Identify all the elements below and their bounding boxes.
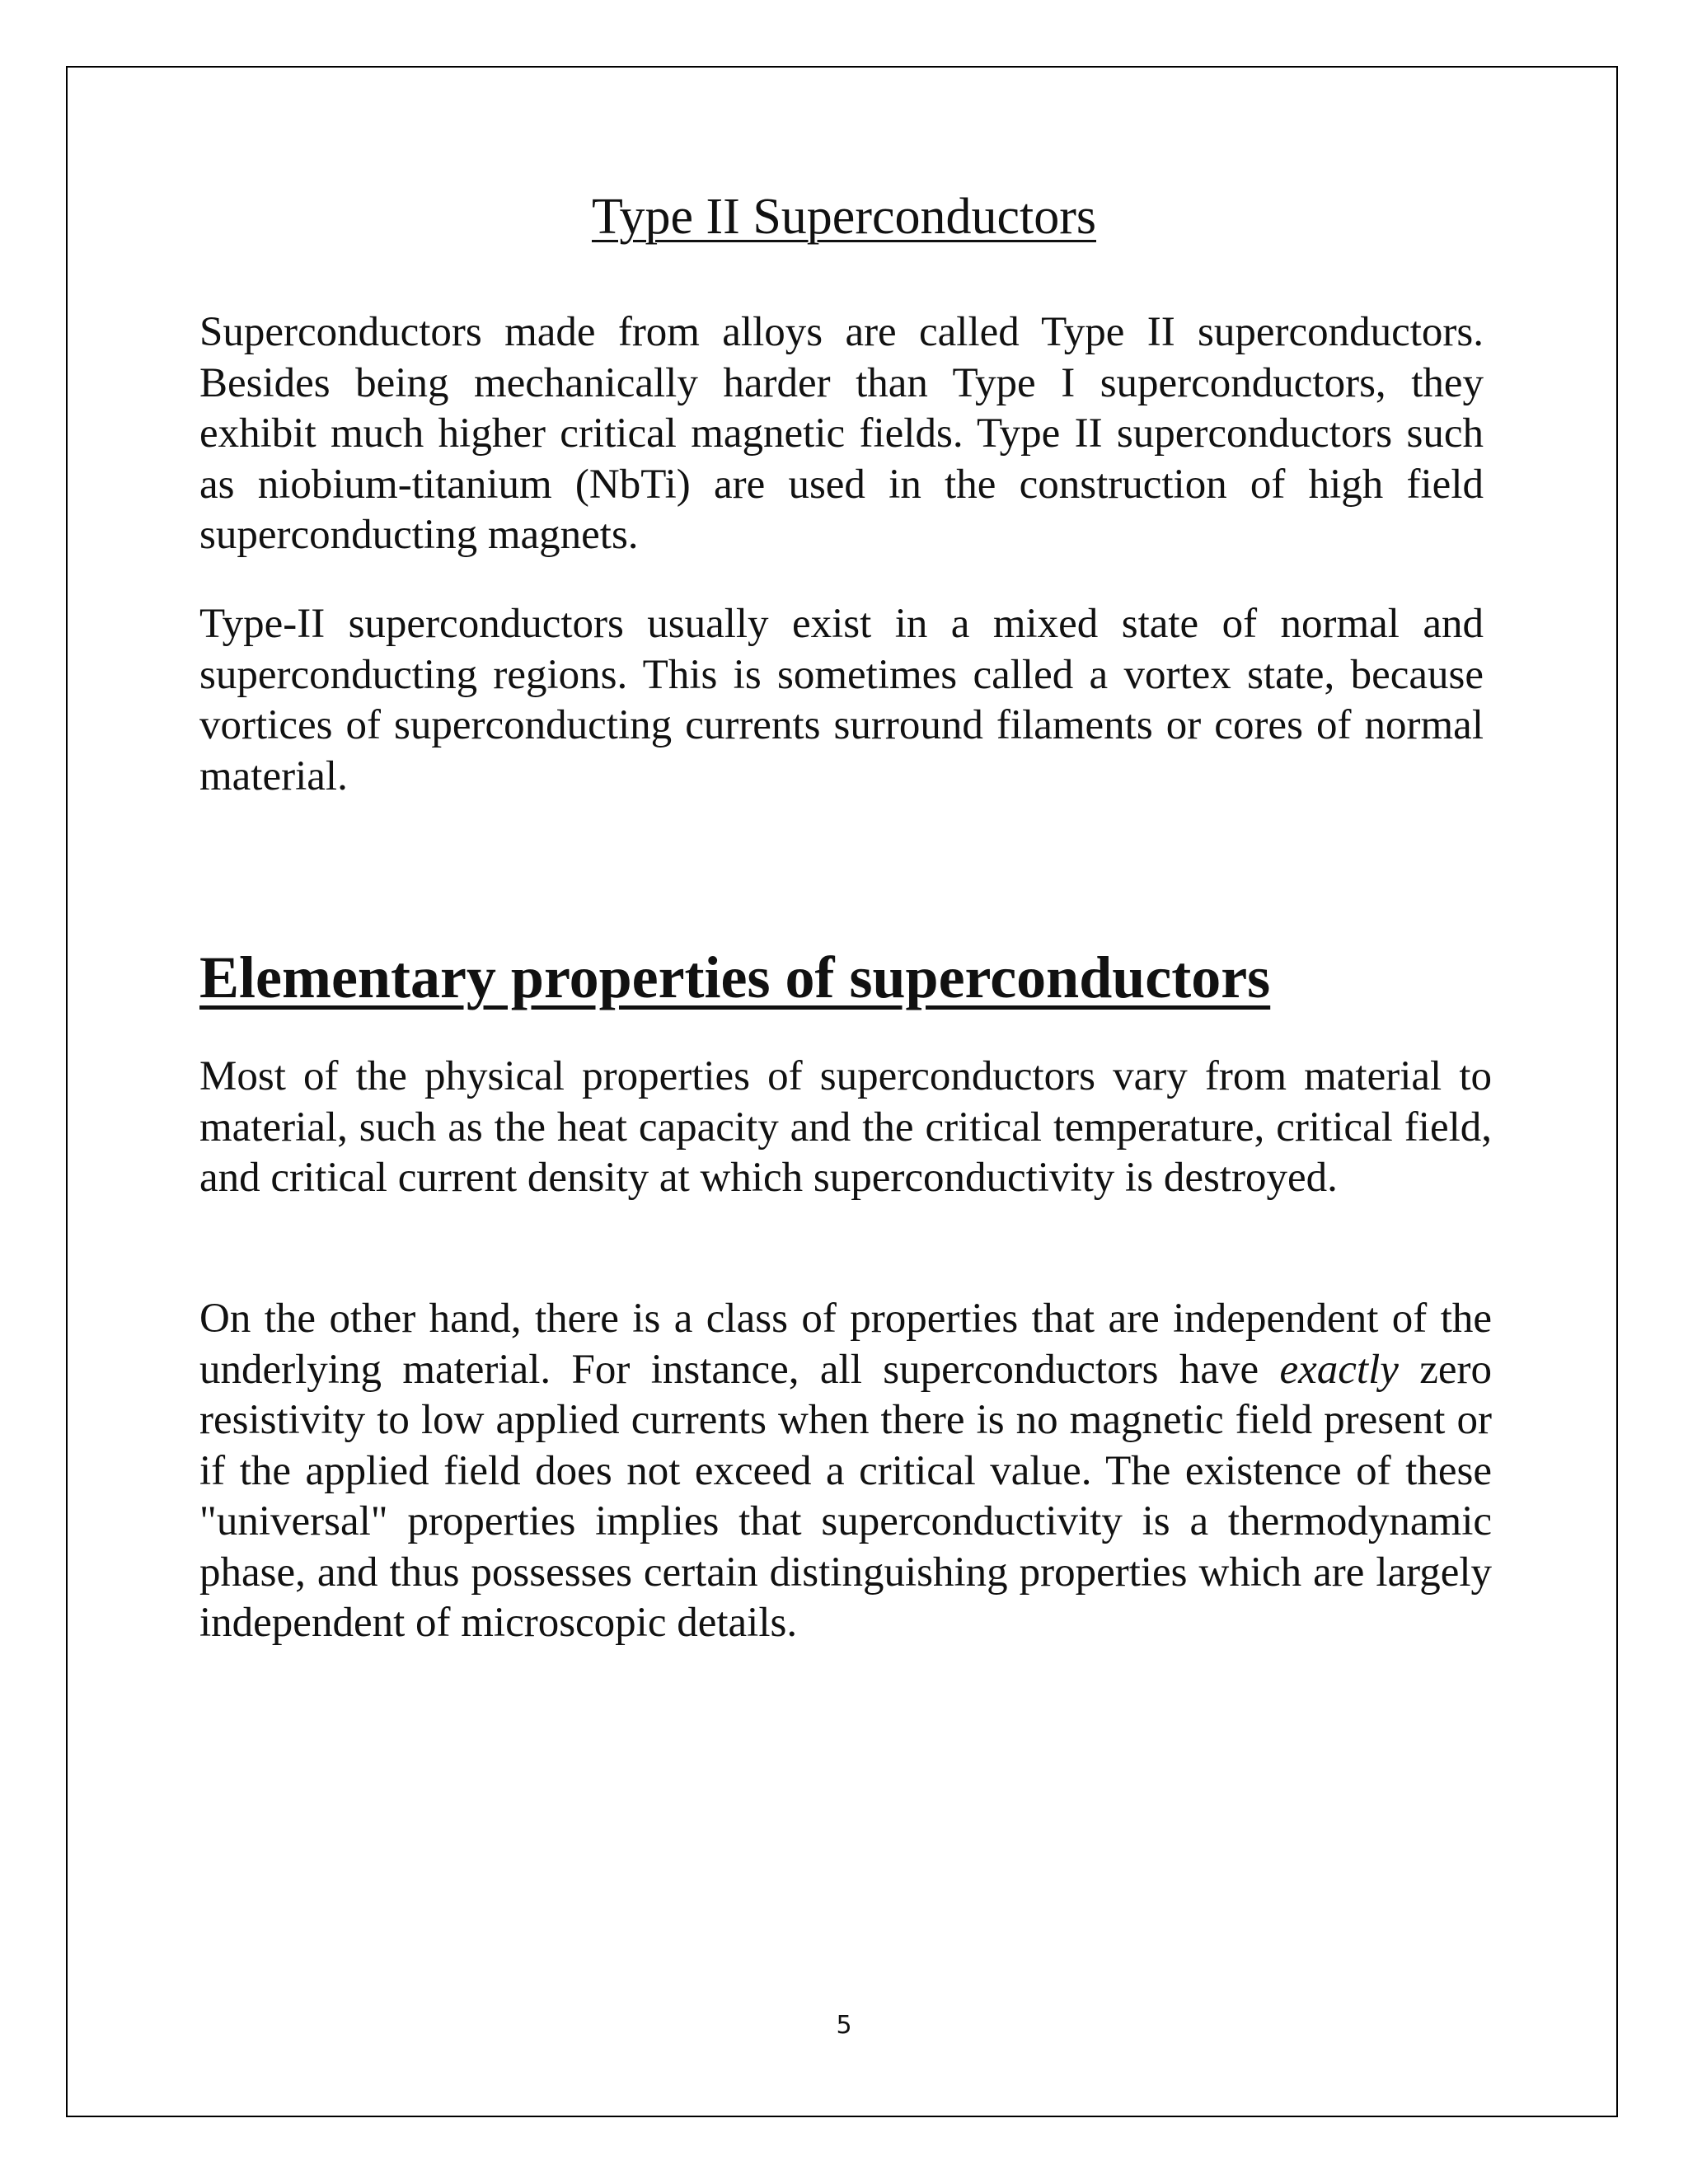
paragraph-type2-intro: Superconductors made from alloys are called Type II superconductors. Besides being mechanically harder than Type I superconductors, they exhibit much higher critical magnetic fields. Type II superconductors such as niobium-titanium (NbTi) are used in the construction of high field superconducting magnets. [199, 309, 1484, 558]
emphasis-exactly: exactly [1279, 1346, 1399, 1393]
heading-elementary-properties-text: Elementary properties of superconductors [199, 944, 1271, 1010]
page-number: 5 [836, 2011, 852, 2040]
heading-elementary-properties [199, 944, 1271, 1010]
paragraph-vortex-state: Type-II superconductors usually exist in a mixed state of normal and superconducting regions. This is sometimes called a vortex state, because vortices of superconducting currents surround filaments or cores of normal material. [199, 601, 1484, 799]
section-title [0, 189, 1688, 245]
paragraph-material-properties: Most of the physical properties of superconductors vary from material to material, such as the heat capacity and the critical temperature, critical field, and critical current density at which superconductivity is destroyed. [199, 1053, 1492, 1201]
section-title-text: Type II Superconductors [591, 189, 1097, 245]
universal-text-after: zero resistivity to low applied currents when there is no magnetic field present or if the applied field does not exceed a critical value. The existence of these "universal" properties implies that superconductivity is a thermodynamic phase, and thus possesses certain distinguishing properties which are largely independent of microscopic details. [199, 1346, 1492, 1646]
universal-text-before: On the other hand, there is a class of properties that are independent of the underlying material. For instance, all superconductors have [199, 1296, 1492, 1393]
paragraph-universal-properties [199, 1294, 1492, 1649]
